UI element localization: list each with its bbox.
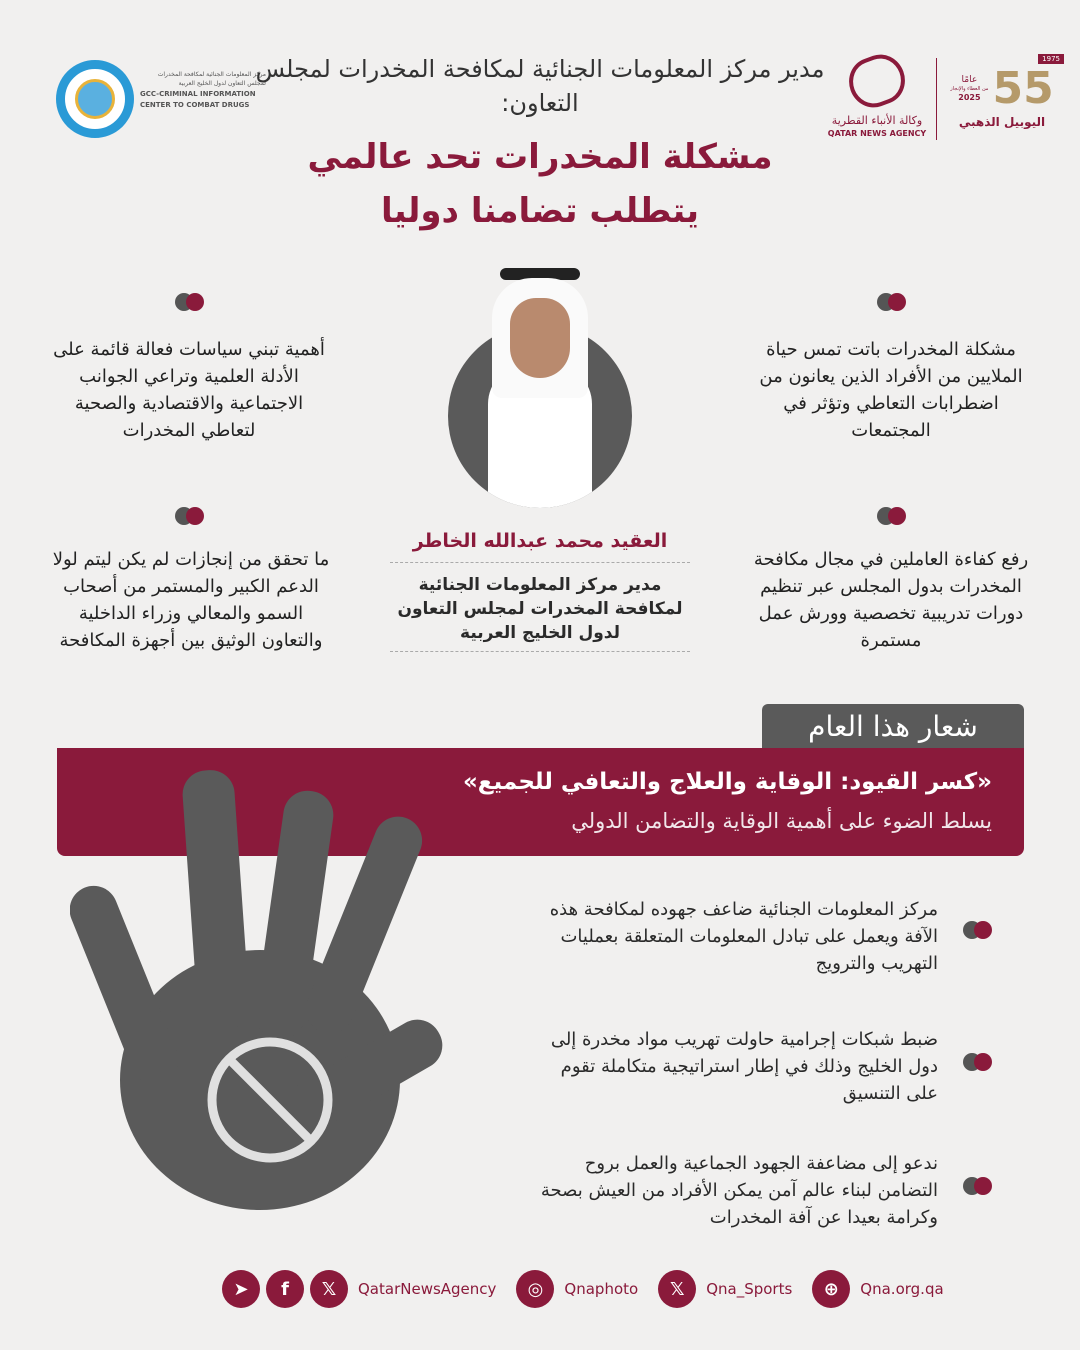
point-top-right: مشكلة المخدرات باتت تمس حياة الملايين من الأفراد الذين يعانون من اضطرابات التعاطي وتؤثر في المجتمعات	[759, 339, 1023, 441]
qna-logo	[822, 56, 932, 139]
gcc-logo	[56, 60, 270, 140]
bottom-point-2: ضبط شبكات إجرامية حاولت تهريب مواد مخدرة إلى دول الخليج وذلك في إطار استراتيجية متكاملة تقوم على التنسيق	[550, 1029, 938, 1104]
instagram-icon[interactable]: ◎	[516, 1270, 554, 1308]
jubilee-year-start: 1975	[1038, 54, 1064, 64]
jubilee-caption	[950, 75, 988, 103]
jubilee-main	[950, 64, 1053, 114]
handle-qatarnewsagency[interactable]: QatarNewsAgency	[358, 1280, 497, 1298]
hand-no-drugs-icon	[70, 750, 450, 1230]
slogan-tag: شعار هذا العام	[762, 704, 1024, 750]
website-link[interactable]: Qna.org.qa	[860, 1280, 944, 1298]
bullet-dot-icon	[963, 1053, 993, 1071]
point-mid-right: رفع كفاءة العاملين في مجال مكافحة المخدرات بدول المجلس عبر تنظيم دورات تدريبية تخصصية وورش عمل مستمرة	[753, 549, 1029, 651]
header-title-line2: يتطلب تضامنا دوليا	[380, 191, 700, 231]
handle-qnaphoto[interactable]: Qnaphoto	[564, 1280, 639, 1298]
bottom-point-3: ندعو إلى مضاعفة الجهود الجماعية والعمل بروح التضامن لبناء عالم آمن يمكن الأفراد من العيش بصحة وكرامة بعيدا عن آفة المخدرات	[540, 1153, 938, 1228]
gcc-logo-en2: CENTER TO COMBAT DRUGS	[140, 101, 250, 109]
qna-logo-arabic: وكالة الأنباء القطرية	[831, 114, 923, 127]
header-title	[307, 130, 772, 238]
jubilee-year: 2025	[958, 93, 981, 102]
facebook-icon[interactable]: f	[266, 1270, 304, 1308]
jubilee-arabic: اليوبيل الذهبي	[958, 115, 1046, 129]
globe-icon[interactable]: ⊕	[812, 1270, 850, 1308]
bullet-dot-icon	[175, 507, 205, 525]
bullet-dot-icon	[963, 1177, 993, 1195]
slogan-title: «كسر القيود: الوقاية والعلاج والتعافي للجميع»	[462, 769, 992, 795]
gcc-logo-text	[140, 70, 266, 110]
header-subtitle: مدير مركز المعلومات الجنائية لمكافحة المخدرات لمجلس التعاون:	[255, 55, 825, 117]
footer-social	[222, 1270, 958, 1308]
logo-divider	[936, 58, 937, 140]
point-top-left: أهمية تبني سياسات فعالة قائمة على الأدلة العلمية وتراعي الجوانب الاجتماعية والاقتصادية والصحية لتعاطي المخدرات	[53, 339, 325, 441]
bottom-point-1: مركز المعلومات الجنائية ضاعف جهوده لمكافحة هذه الآفة ويعمل على تبادل المعلومات المتعلقة بعمليات التهريب والترويج	[549, 899, 938, 974]
gcc-logo-arabic: مركز المعلومات الجنائية لمكافحة المخدرات لمجلس التعاون لدول الخليج العربية	[157, 71, 266, 87]
bullet-dot-icon	[963, 921, 993, 939]
slogan-subtitle: يسلط الضوء على أهمية الوقاية والتضامن الدولي	[571, 809, 992, 833]
jubilee-sub: من العطاء والإنجاز	[950, 86, 989, 92]
jubilee-years: عامًا	[961, 75, 978, 85]
qna-emblem-icon	[842, 48, 912, 114]
telegram-icon[interactable]: ➤	[222, 1270, 260, 1308]
bullet-dot-icon	[175, 293, 205, 311]
person-name: العقيد محمد عبدالله الخاطر	[390, 528, 690, 563]
bullet-dot-icon	[877, 293, 907, 311]
point-mid-left: ما تحقق من إنجازات لم يكن ليتم لولا الدعم الكبير والمستمر من أصحاب السمو والمعالي وزراء الداخلية والتعاون الوثيق بين أجهزة المكافحة	[52, 549, 330, 651]
person-info	[390, 528, 690, 652]
handle-qna-sports[interactable]: Qna_Sports	[706, 1280, 793, 1298]
gcc-emblem-icon	[56, 60, 134, 138]
header	[250, 52, 830, 238]
person-photo	[448, 268, 632, 508]
header-title-line1: مشكلة المخدرات تحد عالمي	[307, 137, 773, 177]
qna-logo-english: QATAR NEWS AGENCY	[827, 129, 927, 138]
jubilee-logo	[940, 54, 1064, 130]
person-role: مدير مركز المعلومات الجنائية لمكافحة المخدرات لمجلس التعاون لدول الخليج العربية	[390, 573, 690, 652]
x-icon[interactable]: 𝕏	[658, 1270, 696, 1308]
x-icon[interactable]: 𝕏	[310, 1270, 348, 1308]
gcc-logo-en1: GCC-CRIMINAL INFORMATION	[140, 90, 256, 98]
bullet-dot-icon	[877, 507, 907, 525]
jubilee-number: 55	[992, 63, 1054, 114]
